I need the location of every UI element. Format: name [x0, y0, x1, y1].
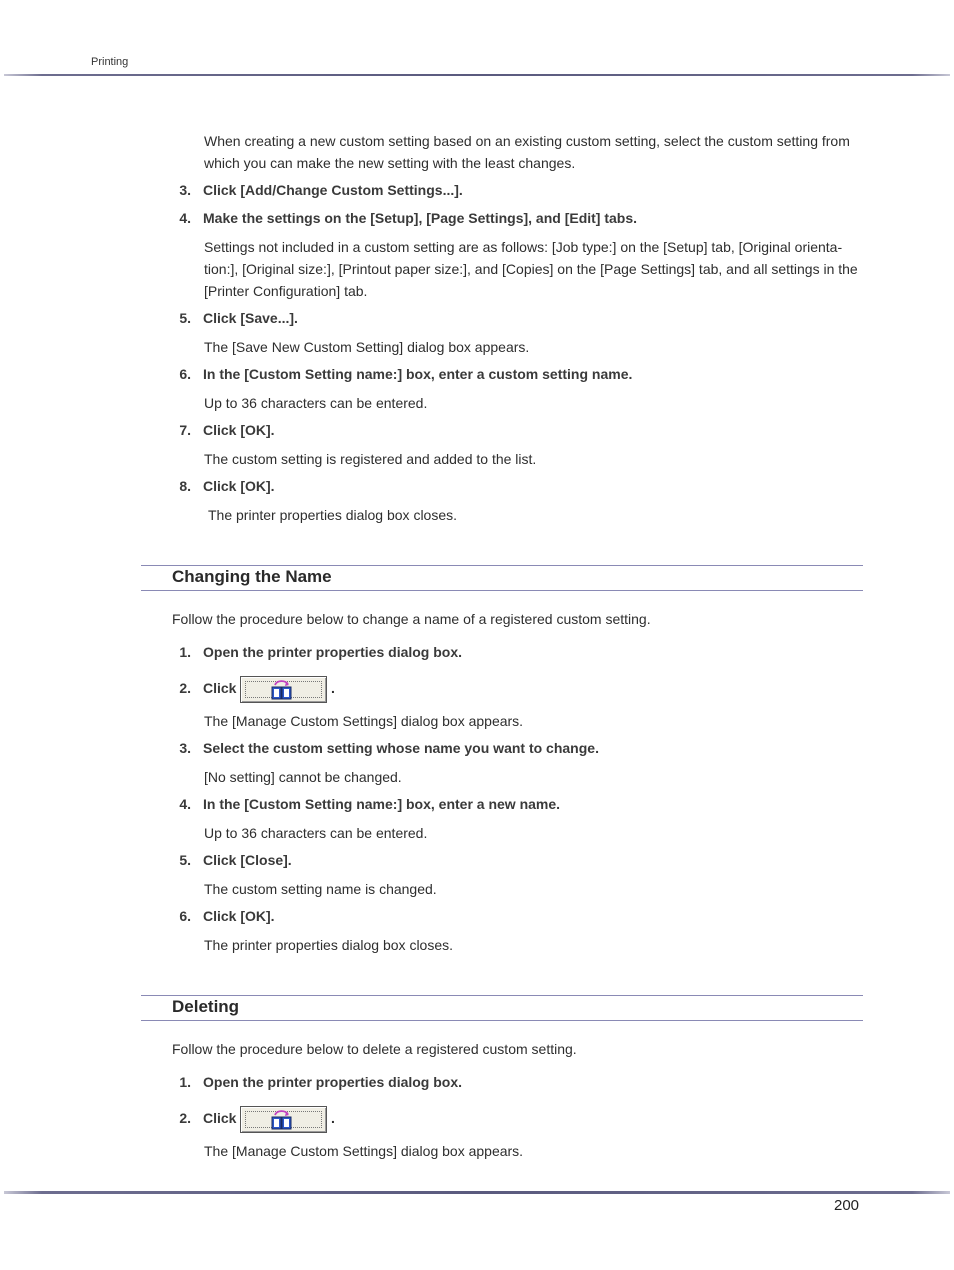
footer-rule — [4, 1191, 950, 1194]
changing-note-closes: The printer properties dialog box closes. — [204, 937, 454, 953]
note-char-limit: Up to 36 characters can be entered. — [204, 395, 428, 411]
period: . — [331, 1110, 335, 1126]
intro-paragraph: When creating a new custom setting based on an existing custom setting, select the custom setting from which you can make the new setting with the least changes. — [204, 133, 850, 171]
changing-step-close: 5. Click [Close]. — [179, 852, 292, 868]
section-heading-changing — [141, 565, 863, 591]
changing-step-open-dialog: 1. Open the printer properties dialog box. — [179, 644, 463, 660]
section-title-changing: Changing the Name — [172, 567, 332, 586]
section-heading-deleting — [141, 995, 863, 1021]
step-click-ok-1: 7. Click [OK]. — [179, 422, 275, 438]
changing-note-manage-dialog: The [Manage Custom Settings] dialog box appears. — [204, 713, 524, 729]
running-header: Printing — [91, 56, 129, 68]
deleting-step-click-button: 2. Click — [179, 1110, 237, 1126]
changing-note-no-setting: [No setting] cannot be changed. — [204, 769, 402, 785]
changing-step-select: 3. Select the custom setting whose name you want to change. — [179, 740, 599, 756]
period: . — [331, 680, 335, 696]
step-make-settings: 4. Make the settings on the [Setup], [Page Settings], and [Edit] tabs. — [179, 210, 638, 226]
note-excluded-settings: Settings not included in a custom setting are as follows: [Job type:] on the [Setup] tab, [Original orienta-tion:], [Original size:], [Printout paper size:], and [Copies] on the [Page Settings] tab, and all settings in the [Printer Configuration] tab. — [204, 239, 858, 299]
manage-custom-settings-icon — [269, 1109, 295, 1131]
step-enter-name: 6. In the [Custom Setting name:] box, enter a custom setting name. — [179, 366, 633, 382]
section-title-deleting: Deleting — [172, 997, 240, 1016]
header-rule — [4, 74, 950, 76]
changing-step-ok: 6. Click [OK]. — [179, 908, 275, 924]
changing-note-name-changed: The custom setting name is changed. — [204, 881, 437, 897]
step-add-change: 3. Click [Add/Change Custom Settings...]. — [179, 182, 463, 198]
step-save: 5. Click [Save...]. — [179, 310, 298, 326]
note-registered: The custom setting is registered and added to the list. — [204, 451, 537, 467]
manage-custom-settings-button[interactable] — [240, 676, 327, 703]
note-save-dialog: The [Save New Custom Setting] dialog box appears. — [204, 339, 530, 355]
deleting-lead: Follow the procedure below to delete a registered custom setting. — [172, 1041, 577, 1057]
changing-step-click-button: 2. Click — [179, 680, 237, 696]
manage-custom-settings-button-2[interactable] — [240, 1106, 327, 1133]
changing-step-new-name: 4. In the [Custom Setting name:] box, enter a new name. — [179, 796, 561, 812]
step-click-ok-2: 8. Click [OK]. — [179, 478, 275, 494]
deleting-step-open-dialog: 1. Open the printer properties dialog box. — [179, 1074, 463, 1090]
manage-custom-settings-icon — [269, 679, 295, 701]
note-dialog-closes: The printer properties dialog box closes. — [208, 507, 458, 523]
deleting-note-manage-dialog: The [Manage Custom Settings] dialog box appears. — [204, 1143, 524, 1159]
changing-note-char-limit: Up to 36 characters can be entered. — [204, 825, 428, 841]
changing-lead: Follow the procedure below to change a name of a registered custom setting. — [172, 611, 651, 627]
page-number: 200 — [834, 1197, 860, 1214]
